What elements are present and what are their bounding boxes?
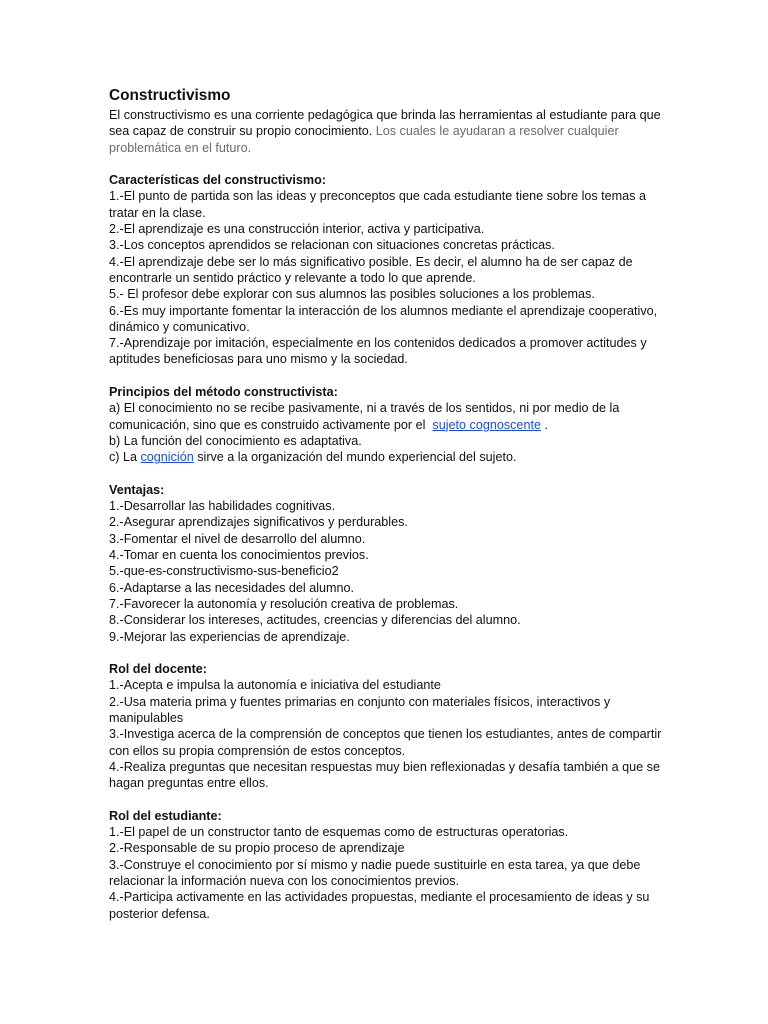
list-item: 3.-Los conceptos aprendidos se relacionan con situaciones concretas prácticas. (109, 238, 555, 253)
list-item: 8.-Considerar los intereses, actitudes, creencias y diferencias del alumno. (109, 613, 521, 628)
list-item: 7.-Favorecer la autonomía y resolución creativa de problemas. (109, 596, 459, 611)
link-sujeto-cognoscente[interactable]: sujeto cognoscente (432, 417, 541, 432)
list-item: 1.-Acepta e impulsa la autonomía e iniciativa del estudiante (109, 678, 441, 693)
list-item: 6.-Es muy importante fomentar la interacción de los alumnos mediante el aprendizaje cooperativo, dinámico y comunicativo. (109, 303, 658, 334)
list-item: 2.-Responsable de su propio proceso de aprendizaje (109, 841, 405, 856)
heading-principios: Principios del método constructivista: (109, 385, 338, 400)
intro-text: El constructivismo es una corriente pedagógica que brinda las herramientas al estudiante para que sea capaz de construir su propio conocimiento. (109, 108, 661, 139)
list-item: 7.-Aprendizaje por imitación, especialmente en los contenidos dedicados a promover actitudes y aptitudes beneficiosas para uno mismo y la sociedad. (109, 336, 647, 367)
link-cognicion[interactable]: cognición (140, 450, 194, 465)
list-item: 6.-Adaptarse a las necesidades del alumno. (109, 580, 355, 595)
section-rol-docente (109, 661, 669, 791)
intro-paragraph (109, 107, 669, 156)
list-item: 2.-El aprendizaje es una construcción interior, activa y participativa. (109, 222, 485, 237)
section-caracteristicas (109, 172, 669, 368)
section-ventajas (109, 482, 669, 645)
heading-rol-estudiante: Rol del estudiante: (109, 808, 222, 823)
list-item: 4.-Participa activamente en las actividades propuestas, mediante el procesamiento de ideas y su posterior defensa. (109, 890, 650, 921)
principle-a-text: a) El conocimiento no se recibe pasivamente, ni a través de los sentidos, ni por medio de la comunicación, sino que es construido activamente por el (109, 401, 620, 432)
list-item: 4.-El aprendizaje debe ser lo más significativo posible. Es decir, el alumno ha de ser capaz de encontrarle un sentido práctico y relevante a todo lo que aprende. (109, 254, 633, 285)
list-item: 5.- El profesor debe explorar con sus alumnos las posibles soluciones a los problemas. (109, 287, 595, 302)
list-item: 4.-Realiza preguntas que necesitan respuestas muy bien reflexionadas y desafía también a que se hagan preguntas entre ellos. (109, 759, 660, 791)
list-item: 2.-Usa materia prima y fuentes primarias en conjunto con materiales físicos, interactivos y manipulables (109, 694, 611, 725)
list-item: 1.-El papel de un constructor tanto de esquemas como de estructuras operatorias. (109, 825, 569, 840)
section-rol-estudiante (109, 808, 669, 922)
list-item: 3.-Construye el conocimiento por sí mismo y nadie puede sustituirle en esta tarea, ya que debe relacionar la información nueva con los conocimientos previos. (109, 857, 641, 888)
list-item: 1.-Desarrollar las habilidades cognitivas. (109, 499, 336, 514)
list-item: 4.-Tomar en cuenta los conocimientos previos. (109, 548, 369, 563)
heading-rol-docente: Rol del docente: (109, 662, 207, 677)
principle-c-post: sirve a la organización del mundo experiencial del sujeto. (197, 450, 517, 465)
principle-a-end: . (544, 417, 548, 432)
document-title: Constructivismo (109, 87, 231, 104)
list-item: 1.-El punto de partida son las ideas y preconceptos que cada estudiante tiene sobre los temas a tratar en la clase. (109, 189, 646, 220)
document-page (109, 86, 669, 922)
heading-caracteristicas: Características del constructivismo: (109, 173, 326, 188)
list-item: 2.-Asegurar aprendizajes significativos y perdurables. (109, 515, 408, 530)
section-principios (109, 384, 669, 465)
principle-a (109, 400, 669, 433)
list-item: 5.-que-es-constructivismo-sus-beneficio2 (109, 564, 339, 579)
principle-c (109, 449, 669, 465)
intro-muted-text: Los cuales le ayudaran a resolver cualquier problemática en el futuro. (109, 124, 619, 155)
heading-ventajas: Ventajas: (109, 482, 165, 497)
list-item: 3.-Investiga acerca de la comprensión de conceptos que tienen los estudiantes, antes de compartir con ellos su propia comprensión de estos conceptos. (109, 727, 662, 758)
list-item: 9.-Mejorar las experiencias de aprendizaje. (109, 629, 350, 644)
principle-b: b) La función del conocimiento es adaptativa. (109, 433, 362, 448)
principle-c-pre: c) La (109, 450, 137, 465)
list-item: 3.-Fomentar el nivel de desarrollo del alumno. (109, 531, 366, 546)
